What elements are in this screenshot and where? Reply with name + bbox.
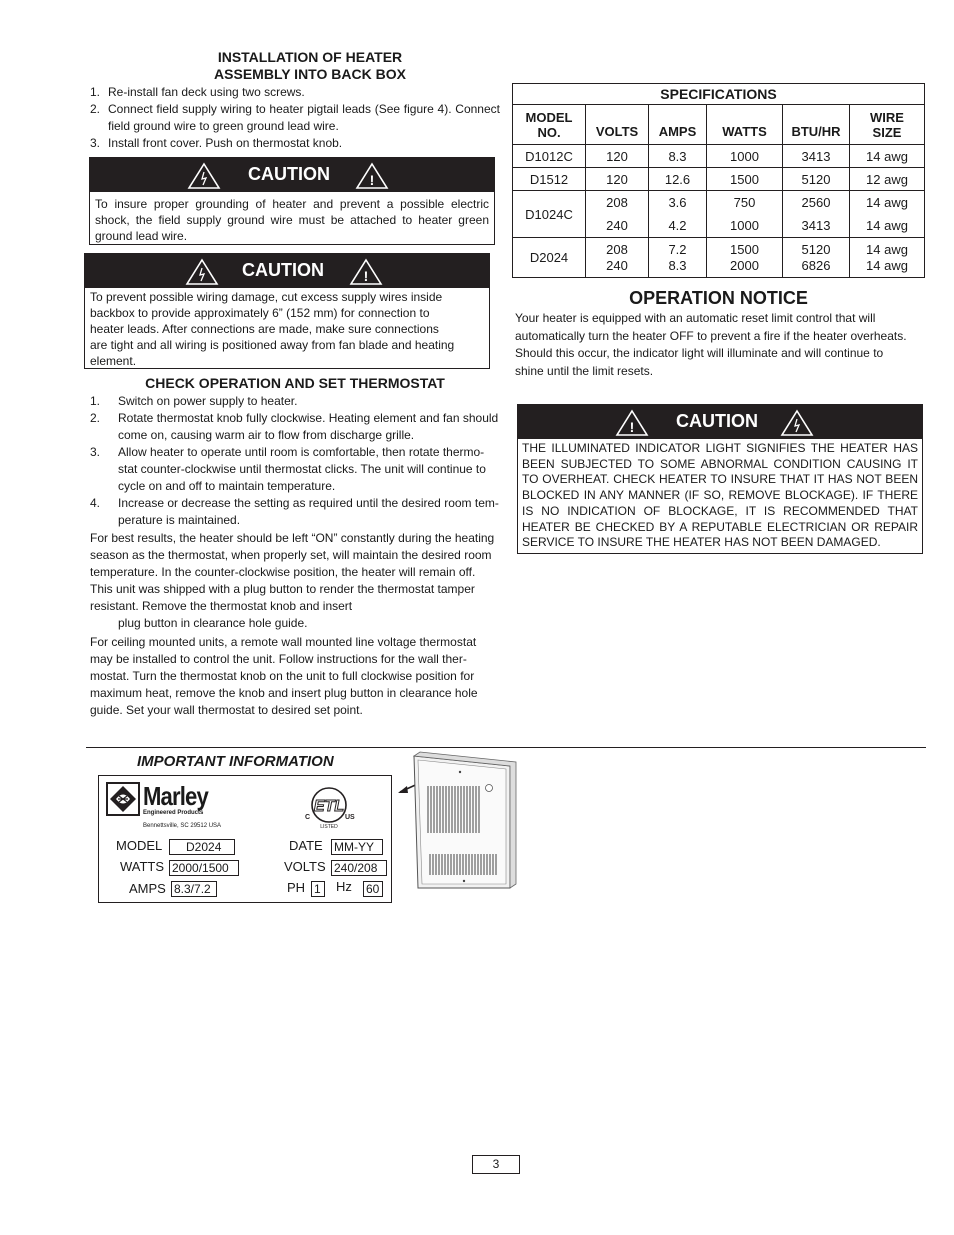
cell-wire bbox=[850, 238, 925, 278]
header-watts: WATTS bbox=[707, 105, 783, 145]
caution-line: heater leads. After connections are made, make sure connections bbox=[90, 322, 439, 336]
install-steps bbox=[90, 84, 500, 152]
install-step bbox=[90, 84, 500, 101]
amps-label: AMPS bbox=[129, 881, 166, 896]
caution-text: THE ILLUMINATED INDICATOR LIGHT SIGNIFIES THE HEATER HAS BEEN SUBJECTED TO SOME ABNORMAL CONDITION CAUSING IT TO OVERHEAT. CHECK HEATER TO INSURE THAT IT HAS NOT BEEN BLOCKED IN ANY MANNER (IF SO, REMOVE BLOCKAGE). IF THERE IS NO INDICATION OF BLOCKAGE, IT IS RECOMMENDED THAT HEATER BE CHECKED BY A REPUTABLE ELECTRICIAN OR REPAIR SERVICE TO INSURE THE HEATER HAS NOT BEEN DAMAGED. bbox=[522, 441, 918, 550]
install-step bbox=[90, 101, 500, 135]
cell-watts: 750 bbox=[707, 191, 783, 214]
caution-text: To insure proper grounding of heater and prevent a possible electric shock, the field supply ground wire must be attached to heater green ground lead wire. bbox=[95, 197, 489, 243]
caution-label: CAUTION bbox=[676, 411, 758, 431]
step-text: Allow heater to operate until room is comfortable, then rotate thermo-stat counter-clockwise until thermostat clicks. The unit will continue to cycle on and off to maintain temperature. bbox=[118, 445, 486, 493]
cell-btu: 5120 bbox=[783, 168, 850, 191]
specifications-table bbox=[512, 83, 925, 278]
cell-btu: 3413 bbox=[783, 145, 850, 168]
etl-c: C bbox=[305, 814, 311, 821]
cell-model: D1512 bbox=[513, 168, 586, 191]
cell-line: 208 bbox=[606, 241, 628, 257]
cell-amps: 3.6 bbox=[649, 191, 707, 214]
header-volts: VOLTS bbox=[586, 105, 649, 145]
cell-wire: 12 awg bbox=[850, 168, 925, 191]
cell-wire: 14 awg bbox=[850, 214, 925, 238]
svg-text:!: ! bbox=[629, 419, 635, 435]
rating-label bbox=[98, 775, 392, 903]
paragraph-text: For best results, the heater should be left “ON” constantly during the heating season as the thermostat, when properly set, will maintain the desired room temperature. In the counter-clockwise position, the heater will remain off. This unit was shipped with a plug button to render the thermostat tamper resistant. Remove the thermostat knob and insert bbox=[90, 531, 495, 613]
cell-line: 5120 bbox=[801, 241, 831, 257]
cell-amps: 12.6 bbox=[649, 168, 707, 191]
etl-icon bbox=[299, 783, 359, 831]
watts-label: WATTS bbox=[120, 859, 165, 874]
hz-label: Hz bbox=[336, 879, 352, 894]
etl-listed-mark bbox=[299, 783, 359, 831]
step-number: 2. bbox=[90, 411, 101, 425]
cell-wire: 14 awg bbox=[850, 145, 925, 168]
caution-box-indicator bbox=[517, 404, 923, 554]
cell-amps: 8.3 bbox=[649, 145, 707, 168]
cell-btu: 3413 bbox=[783, 214, 850, 238]
caution-text bbox=[85, 288, 489, 370]
step-number: 3. bbox=[90, 136, 101, 150]
cell-watts: 1000 bbox=[707, 145, 783, 168]
header-model bbox=[513, 105, 586, 145]
caution-line: backbox to provide approximately 6” (152 mm) for connection to bbox=[90, 306, 430, 320]
electric-hazard-icon bbox=[187, 162, 221, 190]
step-text: Connect field supply wiring to heater pigtail leads (See figure 4). Connect field ground wire to green ground lead wire. bbox=[108, 102, 500, 133]
date-value: MM-YY bbox=[331, 839, 383, 855]
heater-illustration-icon bbox=[394, 748, 524, 898]
model-label: MODEL bbox=[116, 838, 163, 853]
etl-listed: LISTED bbox=[320, 824, 338, 830]
cell-line: 14 awg bbox=[866, 257, 908, 273]
step-text: Switch on power supply to heater. bbox=[118, 394, 298, 408]
amps-value: 8.3/7.2 bbox=[171, 881, 217, 897]
warning-icon bbox=[349, 258, 383, 286]
step-number: 3. bbox=[90, 445, 101, 459]
table-row bbox=[513, 238, 925, 278]
step-text: Increase or decrease the setting as required until the desired room tem-perature is maintained. bbox=[118, 496, 499, 527]
specifications-title: SPECIFICATIONS bbox=[513, 84, 925, 105]
cell-amps: 4.2 bbox=[649, 214, 707, 238]
etl-text: ETL bbox=[313, 798, 345, 815]
check-step bbox=[90, 495, 500, 529]
important-title: IMPORTANT INFORMATION bbox=[137, 753, 334, 770]
check-step bbox=[90, 444, 500, 495]
brand-address: Bennettsville, SC 29512 USA bbox=[143, 823, 222, 829]
cell-line: 14 awg bbox=[866, 241, 908, 257]
header-wire bbox=[850, 105, 925, 145]
page-number: 3 bbox=[472, 1155, 520, 1174]
cell-volts: 208 bbox=[586, 191, 649, 214]
caution-header bbox=[85, 254, 489, 288]
cell-watts: 1500 bbox=[707, 168, 783, 191]
header-text: NO. bbox=[537, 124, 561, 140]
cell-line: 1500 bbox=[730, 241, 759, 257]
header-text: MODEL bbox=[525, 109, 573, 125]
install-step bbox=[90, 135, 500, 152]
install-title-line1: INSTALLATION OF HEATER bbox=[217, 49, 403, 65]
caution-label: CAUTION bbox=[248, 164, 330, 184]
header-text: WIRE bbox=[870, 109, 904, 125]
table-row bbox=[513, 145, 925, 168]
caution-line: To prevent possible wiring damage, cut excess supply wires inside bbox=[90, 290, 443, 304]
ph-label: PH bbox=[287, 880, 306, 895]
table-row bbox=[513, 191, 925, 214]
check-steps bbox=[90, 393, 500, 529]
caution-box-wiring bbox=[84, 253, 490, 369]
step-text: Install front cover. Push on thermostat knob. bbox=[108, 136, 343, 150]
model-value: D2024 bbox=[169, 839, 235, 855]
step-number: 1. bbox=[90, 394, 101, 408]
volts-label: VOLTS bbox=[284, 859, 326, 874]
cell-line: 240 bbox=[606, 257, 628, 273]
header-text: SIZE bbox=[872, 124, 902, 140]
caution-label: CAUTION bbox=[242, 260, 324, 280]
operation-title: OPERATION NOTICE bbox=[629, 288, 808, 308]
step-number: 1. bbox=[90, 85, 101, 99]
brand-subtitle: Engineered Products bbox=[143, 810, 204, 816]
marley-logo-icon bbox=[106, 782, 140, 816]
cell-wire: 14 awg bbox=[850, 191, 925, 214]
cell-volts: 240 bbox=[586, 214, 649, 238]
date-label: DATE bbox=[289, 838, 323, 853]
install-title bbox=[150, 49, 470, 83]
step-number: 4. bbox=[90, 496, 101, 510]
ph-value: 1 bbox=[311, 881, 325, 897]
hz-value: 60 bbox=[363, 881, 383, 897]
volts-value: 240/208 bbox=[331, 860, 387, 876]
warning-icon bbox=[615, 409, 649, 437]
step-text: Re-install fan deck using two screws. bbox=[108, 85, 305, 99]
electric-hazard-icon bbox=[780, 409, 814, 437]
cell-watts: 1000 bbox=[707, 214, 783, 238]
cell-line: 7.2 bbox=[668, 241, 687, 257]
paragraph-tail: plug button in clearance hole guide. bbox=[118, 616, 308, 630]
cell-amps bbox=[649, 238, 707, 278]
caution-header bbox=[90, 158, 494, 192]
cell-line: 2000 bbox=[730, 257, 759, 273]
cell-volts: 120 bbox=[586, 168, 649, 191]
electric-hazard-icon bbox=[185, 258, 219, 286]
cell-volts bbox=[586, 238, 649, 278]
watts-value: 2000/1500 bbox=[169, 860, 239, 876]
ceiling-paragraph: For ceiling mounted units, a remote wall mounted line voltage thermostat may be installed to control the unit. Follow instructions for the wall ther-mostat. Turn the thermostat knob on the unit to full clockwise position for maximum heat, remove the knob and insert plug button in clearance hole guide. Set your wall thermostat to desired set point. bbox=[90, 635, 478, 717]
caution-header bbox=[518, 405, 922, 439]
cell-line: 8.3 bbox=[668, 257, 687, 273]
warning-icon bbox=[355, 162, 389, 190]
brand-name: Marley bbox=[143, 781, 208, 811]
step-number: 2. bbox=[90, 102, 101, 116]
svg-text:!: ! bbox=[363, 268, 369, 284]
caution-line: are tight and all wiring is positioned away from fan blade and heating bbox=[90, 338, 455, 352]
step-text: Rotate thermostat knob fully clockwise. Heating element and fan should come on, causing warm air to flow from discharge grille. bbox=[118, 411, 499, 442]
caution-line: element. bbox=[90, 354, 137, 368]
operation-text: Your heater is equipped with an automatic reset limit control that will automatically turn the heater OFF to prevent a fire if the heater overheats. Should this occur, the indicator light will illuminate and will continue to shine until the limit resets. bbox=[515, 311, 907, 378]
check-step bbox=[90, 393, 500, 410]
table-row bbox=[513, 168, 925, 191]
cell-volts: 120 bbox=[586, 145, 649, 168]
header-amps: AMPS bbox=[649, 105, 707, 145]
install-title-line2: ASSEMBLY INTO BACK BOX bbox=[214, 66, 406, 82]
cell-line: 6826 bbox=[801, 257, 831, 273]
cell-model: D1012C bbox=[513, 145, 586, 168]
cell-btu bbox=[783, 238, 850, 278]
caution-box-grounding bbox=[89, 157, 495, 245]
header-btu: BTU/HR bbox=[783, 105, 850, 145]
svg-text:!: ! bbox=[369, 172, 375, 188]
check-title: CHECK OPERATION AND SET THERMOSTAT bbox=[145, 375, 445, 391]
cell-btu: 2560 bbox=[783, 191, 850, 214]
etl-us: US bbox=[345, 814, 355, 821]
cell-model: D2024 bbox=[513, 238, 586, 278]
cell-model: D1024C bbox=[513, 191, 586, 238]
cell-watts bbox=[707, 238, 783, 278]
best-results-paragraph bbox=[90, 530, 500, 632]
check-step bbox=[90, 410, 500, 444]
